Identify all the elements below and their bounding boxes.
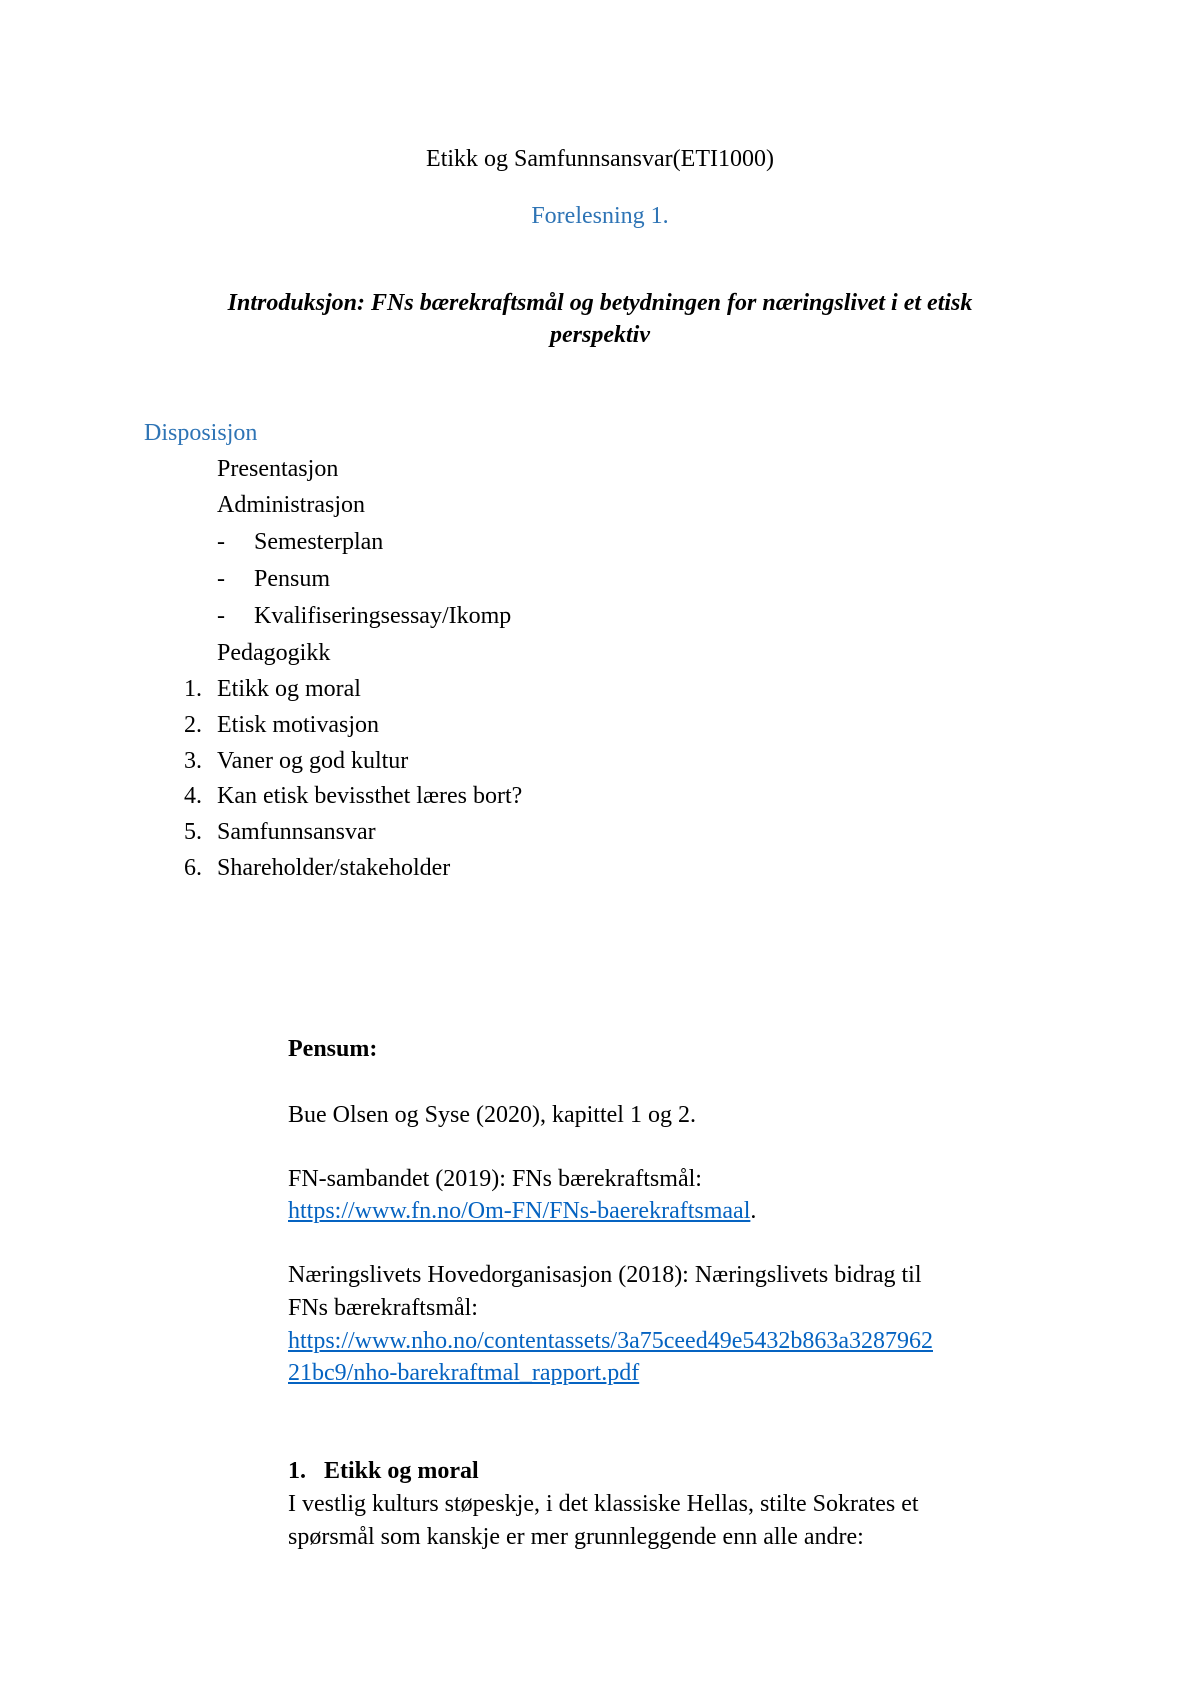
punctuation: .	[750, 1198, 757, 1224]
item-text: Samfunnsansvar	[217, 819, 376, 845]
pensum-link-line	[288, 1198, 756, 1225]
item-text: Vaner og god kultur	[217, 748, 409, 774]
section-paragraph-line: spørsmål som kanskje er mer grunnleggende enn alle andre:	[288, 1524, 864, 1550]
sub-item-text: Pensum	[254, 566, 331, 592]
disposition-heading: Disposisjon	[144, 420, 258, 446]
item-text: Etikk og moral	[217, 676, 361, 702]
section-title: Etikk og moral	[324, 1458, 479, 1484]
item-text: Kan etisk bevissthet læres bort?	[217, 783, 523, 809]
item-number: 5.	[184, 819, 202, 845]
nho-link-line2	[288, 1360, 639, 1387]
section-number: 1.	[288, 1458, 306, 1484]
nho-report-link[interactable]: https://www.nho.no/contentassets/3a75ceed49e5432b863a3287962	[288, 1328, 933, 1354]
pensum-reference: Bue Olsen og Syse (2020), kapittel 1 og 2.	[288, 1102, 696, 1128]
sub-item-text: Semesterplan	[254, 529, 384, 555]
course-title: Etikk og Samfunnsansvar(ETI1000)	[426, 146, 774, 172]
disposition-item: Presentasjon	[217, 456, 339, 482]
item-number: 6.	[184, 855, 202, 881]
disposition-item: Administrasjon	[217, 492, 365, 518]
pensum-reference: FNs bærekraftsmål:	[288, 1295, 478, 1321]
sub-item-text: Kvalifiseringsessay/Ikomp	[254, 603, 512, 629]
lecture-title-line1: Introduksjon: FNs bærekraftsmål og betydningen for næringslivet i et etisk	[227, 290, 973, 316]
section-paragraph-line: I vestlig kulturs støpeskje, i det klassiske Hellas, stilte Sokrates et	[288, 1491, 919, 1517]
lecture-title-line2: perspektiv	[550, 322, 650, 348]
list-dash: -	[217, 603, 225, 629]
lecture-number: Forelesning 1.	[531, 203, 669, 229]
pensum-reference: Næringslivets Hovedorganisasjon (2018): Næringslivets bidrag til	[288, 1262, 922, 1288]
fn-sambandet-link[interactable]: https://www.fn.no/Om-FN/FNs-baerekraftsmaal	[288, 1198, 751, 1224]
pensum-heading: Pensum:	[288, 1036, 378, 1062]
pensum-reference: FN-sambandet (2019): FNs bærekraftsmål:	[288, 1166, 702, 1192]
nho-link-line1	[288, 1328, 933, 1355]
item-text: Etisk motivasjon	[217, 712, 379, 738]
item-number: 4.	[184, 783, 202, 809]
list-dash: -	[217, 529, 225, 555]
nho-report-link[interactable]: 21bc9/nho-barekraftmal_rapport.pdf	[288, 1360, 640, 1386]
disposition-item: Pedagogikk	[217, 640, 331, 666]
item-number: 2.	[184, 712, 202, 738]
list-dash: -	[217, 566, 225, 592]
item-number: 3.	[184, 748, 202, 774]
item-text: Shareholder/stakeholder	[217, 855, 451, 881]
item-number: 1.	[184, 676, 202, 702]
